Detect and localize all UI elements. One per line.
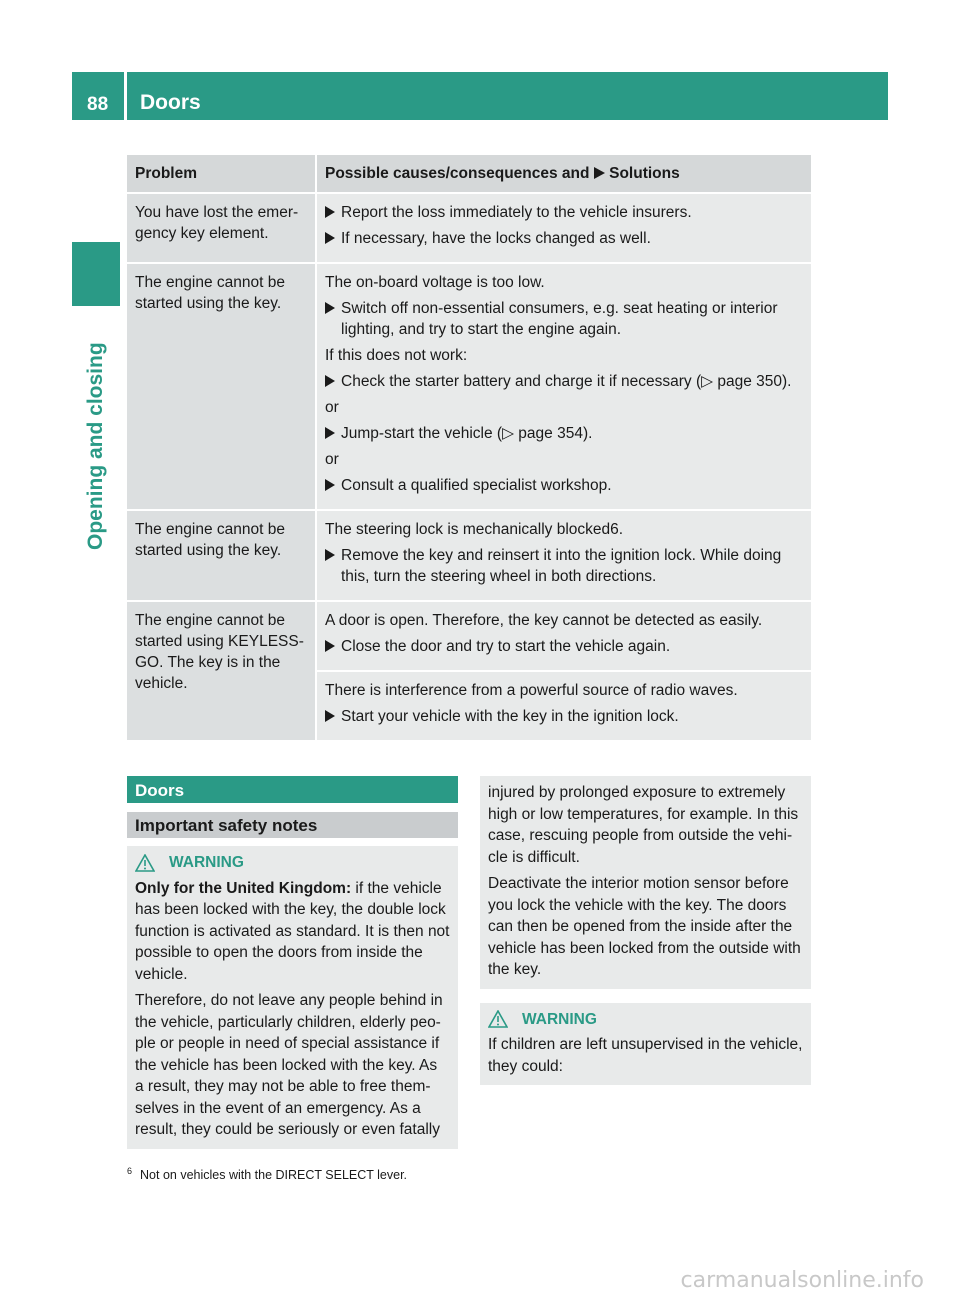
action-step [325,636,803,657]
solution-cell [316,263,811,510]
footnote-marker: 6 [127,1166,133,1176]
play-arrow-icon [594,165,609,182]
warning-bold-lead: Only for the United Kingdom: [135,879,352,897]
action-arrow-icon [325,706,335,728]
watermark: carmanualsonline.info [680,1268,924,1293]
action-step [325,545,803,587]
troubleshooting-table [127,155,811,742]
problem-cell: The engine cannot be started using the key. [127,510,316,601]
section-heading: Doors [127,776,458,803]
col-problem-header: Problem [127,155,316,193]
action-text: Check the starter battery and charge it if necessary (▷ page 350). [341,373,792,390]
left-column [127,776,458,1149]
action-text: Close the door and try to start the vehicle again. [341,638,671,655]
action-arrow-icon [325,371,335,393]
action-arrow-icon [325,545,335,567]
footnote-text: Not on vehicles with the DIRECT SELECT lever. [140,1168,408,1183]
warning-paragraph [135,878,450,986]
warning-label: WARNING [169,854,244,871]
warning-box-uk [127,846,458,1149]
warning-p1-text: if the vehicle has been locked with the key, the double lock function is activated as standard. It is then not possible to open the doors from inside the vehicle. [135,879,450,983]
action-arrow-icon [325,202,335,224]
side-tab-label: Opening and closing [84,342,107,550]
action-step [325,706,803,727]
cause-text: or [325,399,339,416]
cause-text: If this does not work: [325,347,468,364]
action-text: Start your vehicle with the key in the ignition lock. [341,708,679,725]
side-tab [72,320,120,550]
action-arrow-icon [325,475,335,497]
footnote [127,1166,407,1182]
action-step [325,202,803,223]
action-step [325,228,803,249]
continued-paragraph: injured by prolonged exposure to extremely high or low temperatures, for example. In this case, rescuing people from outside the vehi-cle is difficult. [488,784,799,866]
solution-cell [316,510,811,601]
table-header-row [127,155,811,193]
problem-cell: The engine cannot be started using the key. [127,263,316,510]
warning-paragraph: If children are left unsupervised in the vehicle, they could: [488,1036,803,1075]
action-text: Switch off non-essential consumers, e.g. seat heating or interior lighting, and try to start the engine again. [341,300,778,338]
warning-header [135,852,450,874]
solution-cell [316,601,811,671]
action-step [325,298,803,340]
table-row [127,193,811,263]
action-step [325,423,803,444]
warning-label: WARNING [522,1010,597,1028]
page-title: Doors [127,72,888,120]
table-row [127,601,811,671]
action-step [325,371,803,392]
cause-text: The steering lock is mechanically blocked6. [325,521,624,538]
solution-cell [316,671,811,741]
warning-paragraph: Therefore, do not leave any people behind in the vehicle, particularly children, elderly peo-ple or people in need of special assistance if the vehicle has been locked with the key. As a result, they may not be able to free them-selves in the event of an emergency. As a result, they could be seriously or even fatally [135,992,443,1138]
problem-cell: The engine cannot be started using KEYLESS-GO. The key is in the vehicle. [127,601,316,741]
action-arrow-icon [325,423,335,445]
table-row [127,263,811,510]
cause-text: The on-board voltage is too low. [325,274,545,291]
action-text: Consult a qualified specialist workshop. [341,477,612,494]
warning-triangle-icon [135,854,155,872]
action-arrow-icon [325,228,335,250]
col-solutions-header [316,155,811,193]
table-row [127,510,811,601]
cause-text: There is interference from a powerful source of radio waves. [325,682,738,699]
action-text: Remove the key and reinsert it into the ignition lock. While doing this, turn the steering wheel in both directions. [341,547,782,585]
side-tab-marker [72,242,120,306]
action-text: Jump-start the vehicle (▷ page 354). [341,425,593,442]
warning-box-continued [480,776,811,989]
col-solutions-pre: Possible causes/consequences and [325,165,590,182]
solution-cell [316,193,811,263]
col-solutions-post: Solutions [609,165,680,182]
warning-header [488,1009,803,1031]
action-text: If necessary, have the locks changed as well. [341,230,651,247]
subsection-heading: Important safety notes [127,812,458,838]
right-column [480,776,811,1085]
cause-text: or [325,451,339,468]
action-arrow-icon [325,636,335,658]
warning-triangle-icon [488,1010,508,1028]
action-step [325,475,803,496]
problem-cell: You have lost the emer-gency key element. [127,193,316,263]
continued-paragraph: Deactivate the interior motion sensor before you lock the vehicle with the key. The doors can then be opened from the inside after the vehicle has been locked from the outside with the key. [488,875,801,978]
cause-text: A door is open. Therefore, the key cannot be detected as easily. [325,612,763,629]
action-arrow-icon [325,298,335,320]
page-number: 88 [72,72,124,120]
warning-box-children [480,1003,811,1086]
action-text: Report the loss immediately to the vehicle insurers. [341,204,692,221]
